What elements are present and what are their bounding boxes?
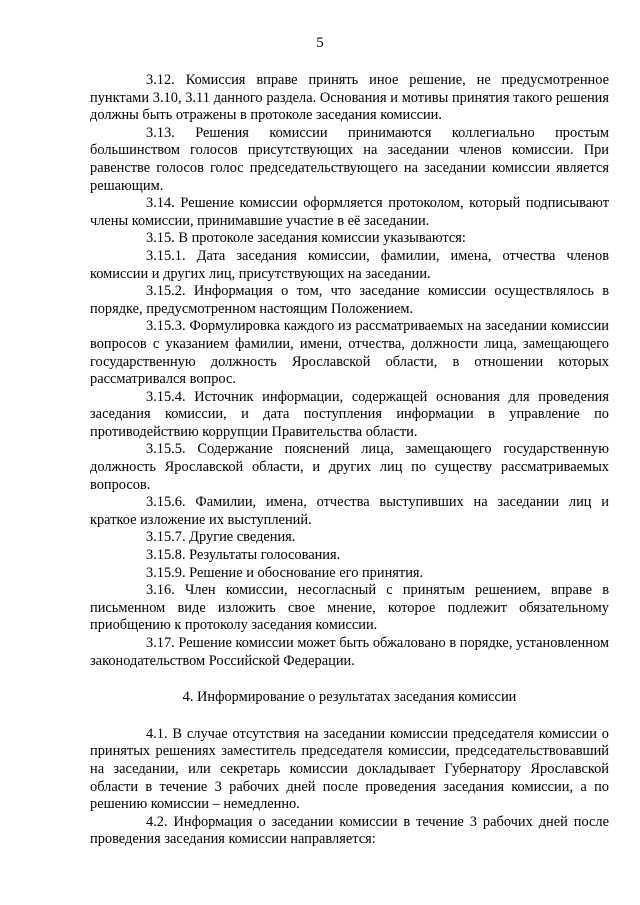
paragraph-3-15-4: 3.15.4. Источник информации, содержащей основания для проведения заседания комиссии, и дата поступления информации в управление по противодействию коррупции Правительства области.	[90, 388, 609, 440]
paragraph-3-15: 3.15. В протоколе заседания комиссии указываются:	[146, 230, 466, 247]
paragraph-4-2: 4.2. Информация о заседании комиссии в течение 3 рабочих дней после проведения заседания комиссии направляется:	[90, 813, 609, 848]
paragraph-3-12: 3.12. Комиссия вправе принять иное решение, не предусмотренное пунктами 3.10, 3.11 данного раздела. Основания и мотивы принятия такого решения должны быть отражены в протоколе заседания комиссии.	[90, 72, 609, 124]
paragraph-3-15-9: 3.15.9. Решение и обоснование его принятия.	[146, 564, 424, 581]
paragraph-3-15-7: 3.15.7. Другие сведения.	[146, 529, 296, 546]
paragraph-3-15-8: 3.15.8. Результаты голосования.	[146, 547, 341, 564]
paragraph-3-17: 3.17. Решение комиссии может быть обжаловано в порядке, установленном законодательством Российской Федерации.	[90, 635, 609, 669]
paragraph-3-13: 3.13. Решения комиссии принимаются коллегиально простым большинством голосов присутствующих на заседании членов комиссии. При равенстве голосов голос председательствующего на заседании комиссии является решающим.	[90, 124, 609, 194]
paragraph-3-15-5: 3.15.5. Содержание пояснений лица, замещающего государственную должность Ярославской области, и других лиц по существу рассматриваемых вопросов.	[90, 441, 609, 493]
paragraph-3-15-2: 3.15.2. Информация о том, что заседание комиссии осуществлялось в порядке, предусмотренном настоящим Положением.	[90, 283, 609, 317]
document-body	[90, 72, 609, 849]
section-heading: 4. Информирование о результатах заседания комиссии	[182, 689, 517, 706]
paragraph-4-1: 4.1. В случае отсутствия на заседании комиссии председателя комиссии о принятых решениях заместитель председателя комиссии, председательствовавший на заседании, или секретарь комиссии докладывает Губернатору Ярославской области в течение 3 рабочих дней после проведения заседания комиссии, а по решению комиссии – немедленно.	[90, 725, 609, 813]
paragraph-3-16: 3.16. Член комиссии, несогласный с принятым решением, вправе в письменном виде изложить свое мнение, которое подлежит обязательному приобщению к протоколу заседания комиссии.	[90, 582, 609, 634]
paragraph-3-15-6: 3.15.6. Фамилии, имена, отчества выступивших на заседании лиц и краткое изложение их выступлений.	[90, 494, 609, 528]
page-number: 5	[316, 35, 324, 51]
paragraph-3-14: 3.14. Решение комиссии оформляется протоколом, который подписывают члены комиссии, принимавшие участие в её заседании.	[90, 195, 609, 229]
paragraph-3-15-3: 3.15.3. Формулировка каждого из рассматриваемых на заседании комиссии вопросов с указанием фамилии, имени, отчества, должности лица, замещающего государственную должность Ярославской области, в отношении которых рассматривался вопрос.	[90, 318, 609, 388]
paragraph-3-15-1: 3.15.1. Дата заседания комиссии, фамилии, имена, отчества членов комиссии и других лиц, присутствующих на заседании.	[90, 247, 609, 282]
